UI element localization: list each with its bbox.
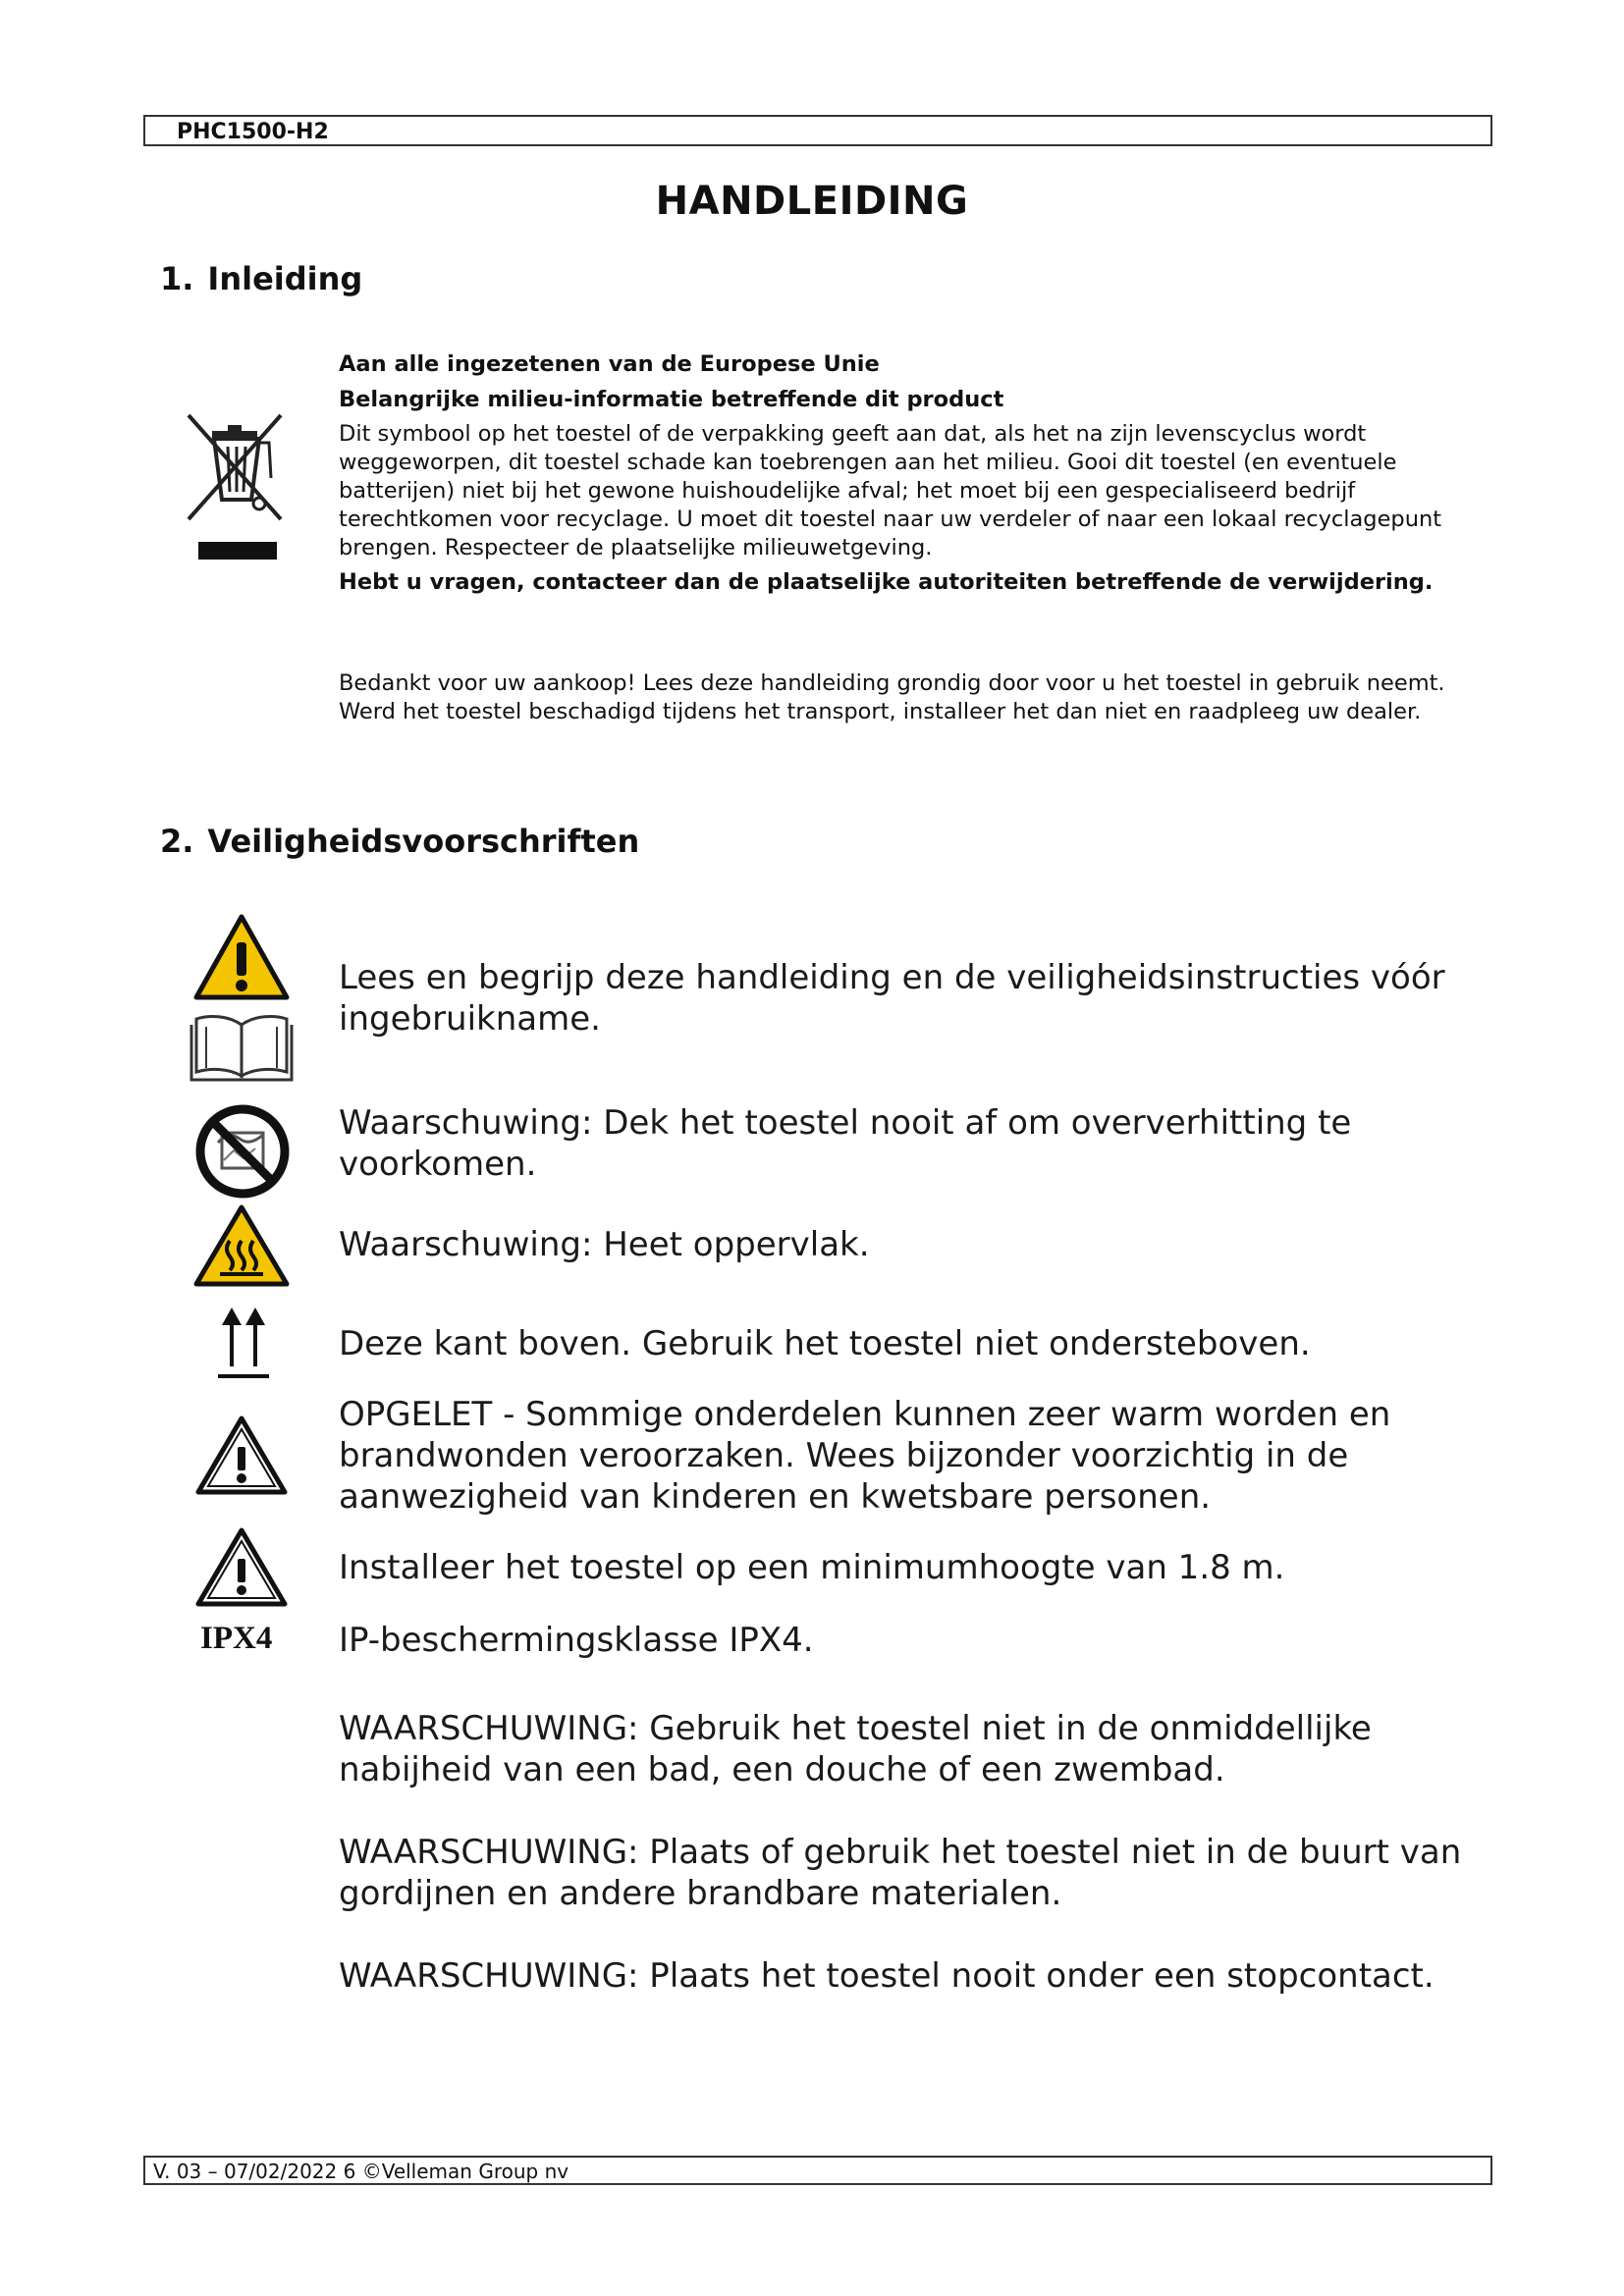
footer-box <box>143 2156 1492 2185</box>
safety-hot-surface: Waarschuwing: Heet oppervlak. <box>339 1225 870 1264</box>
ipx4-label: IPX4 <box>200 1621 273 1656</box>
safety-bath-warning: WAARSCHUWING: Gebruik het toestel niet in de onmiddellijke nabijheid van een bad, een douche of een zwembad. <box>339 1709 1372 1789</box>
safety-do-not-cover: Waarschuwing: Dek het toestel nooit af om oververhitting te voorkomen. <box>339 1103 1352 1184</box>
section-number: 2. <box>160 823 194 860</box>
do-not-cover-icon <box>194 1103 291 1200</box>
intro-weee-paragraph: Dit symbool op het toestel of de verpakking geeft aan dat, als het na zijn levenscyclus wordt weggeworpen, dit toestel schade kan toebrengen aan het milieu. Gooi dit toestel (en eventuele batterijen) niet bij het gewone huishoudelijke afval; het moet bij een gespecialiseerd bedrijf terechtkomen voor recyclage. U moet dit toestel naar uw verdeler of naar een lokaal recyclagepunt brengen. Respecteer de plaatselijke milieuwetgeving. <box>339 421 1442 561</box>
section-heading-safety <box>160 823 639 860</box>
section-number: 1. <box>160 260 194 297</box>
safety-curtain-warning: WAARSCHUWING: Plaats of gebruik het toestel niet in de buurt van gordijnen en andere brandbare materialen. <box>339 1833 1462 1913</box>
warning-triangle-icon <box>192 913 291 1001</box>
hot-surface-icon <box>192 1203 291 1288</box>
manual-book-icon <box>189 1011 295 1084</box>
section-title: Veiligheidsvoorschriften <box>207 823 640 860</box>
safety-socket-warning: WAARSCHUWING: Plaats het toestel nooit onder een stopcontact. <box>339 1956 1435 1996</box>
page-title: HANDLEIDING <box>655 179 969 224</box>
safety-caution-hot-parts: OPGELET - Sommige onderdelen kunnen zeer warm worden en brandwonden veroorzaken. Wees bijzonder voorzichtig in de aanwezigheid van kinderen en kwetsbare personen. <box>339 1395 1391 1517</box>
caution-triangle-icon <box>194 1525 289 1608</box>
model-number: PHC1500-H2 <box>177 120 329 144</box>
safety-this-side-up: Deze kant boven. Gebruik het toestel niet ondersteboven. <box>339 1324 1311 1363</box>
intro-contact-authorities: Hebt u vragen, contacteer dan de plaatselijke autoriteiten betreffende de verwijdering. <box>339 569 1434 595</box>
intro-thanks-paragraph: Bedankt voor uw aankoop! Lees deze handleiding grondig door voor u het toestel in gebruik neemt. Werd het toestel beschadigd tijdens het transport, installeer het dan niet en raadpleeg uw dealer. <box>339 670 1445 724</box>
safety-install-height: Installeer het toestel op een minimumhoogte van 1.8 m. <box>339 1548 1285 1587</box>
this-side-up-icon <box>214 1304 273 1382</box>
intro-eu-residents: Aan alle ingezetenen van de Europese Unie <box>339 351 880 377</box>
weee-bin-icon <box>183 409 291 566</box>
safety-ip-class: IP-beschermingsklasse IPX4. <box>339 1621 814 1660</box>
footer-version: V. 03 – 07/02/2022 6 ©Velleman Group nv <box>153 2160 569 2183</box>
section-heading-introduction <box>160 260 362 297</box>
header-box <box>143 115 1492 146</box>
caution-triangle-icon <box>194 1414 289 1496</box>
intro-environment-heading: Belangrijke milieu-informatie betreffende dit product <box>339 387 1004 412</box>
section-title: Inleiding <box>207 260 363 297</box>
safety-read-manual: Lees en begrijp deze handleiding en de veiligheidsinstructies vóór ingebruikname. <box>339 958 1445 1039</box>
